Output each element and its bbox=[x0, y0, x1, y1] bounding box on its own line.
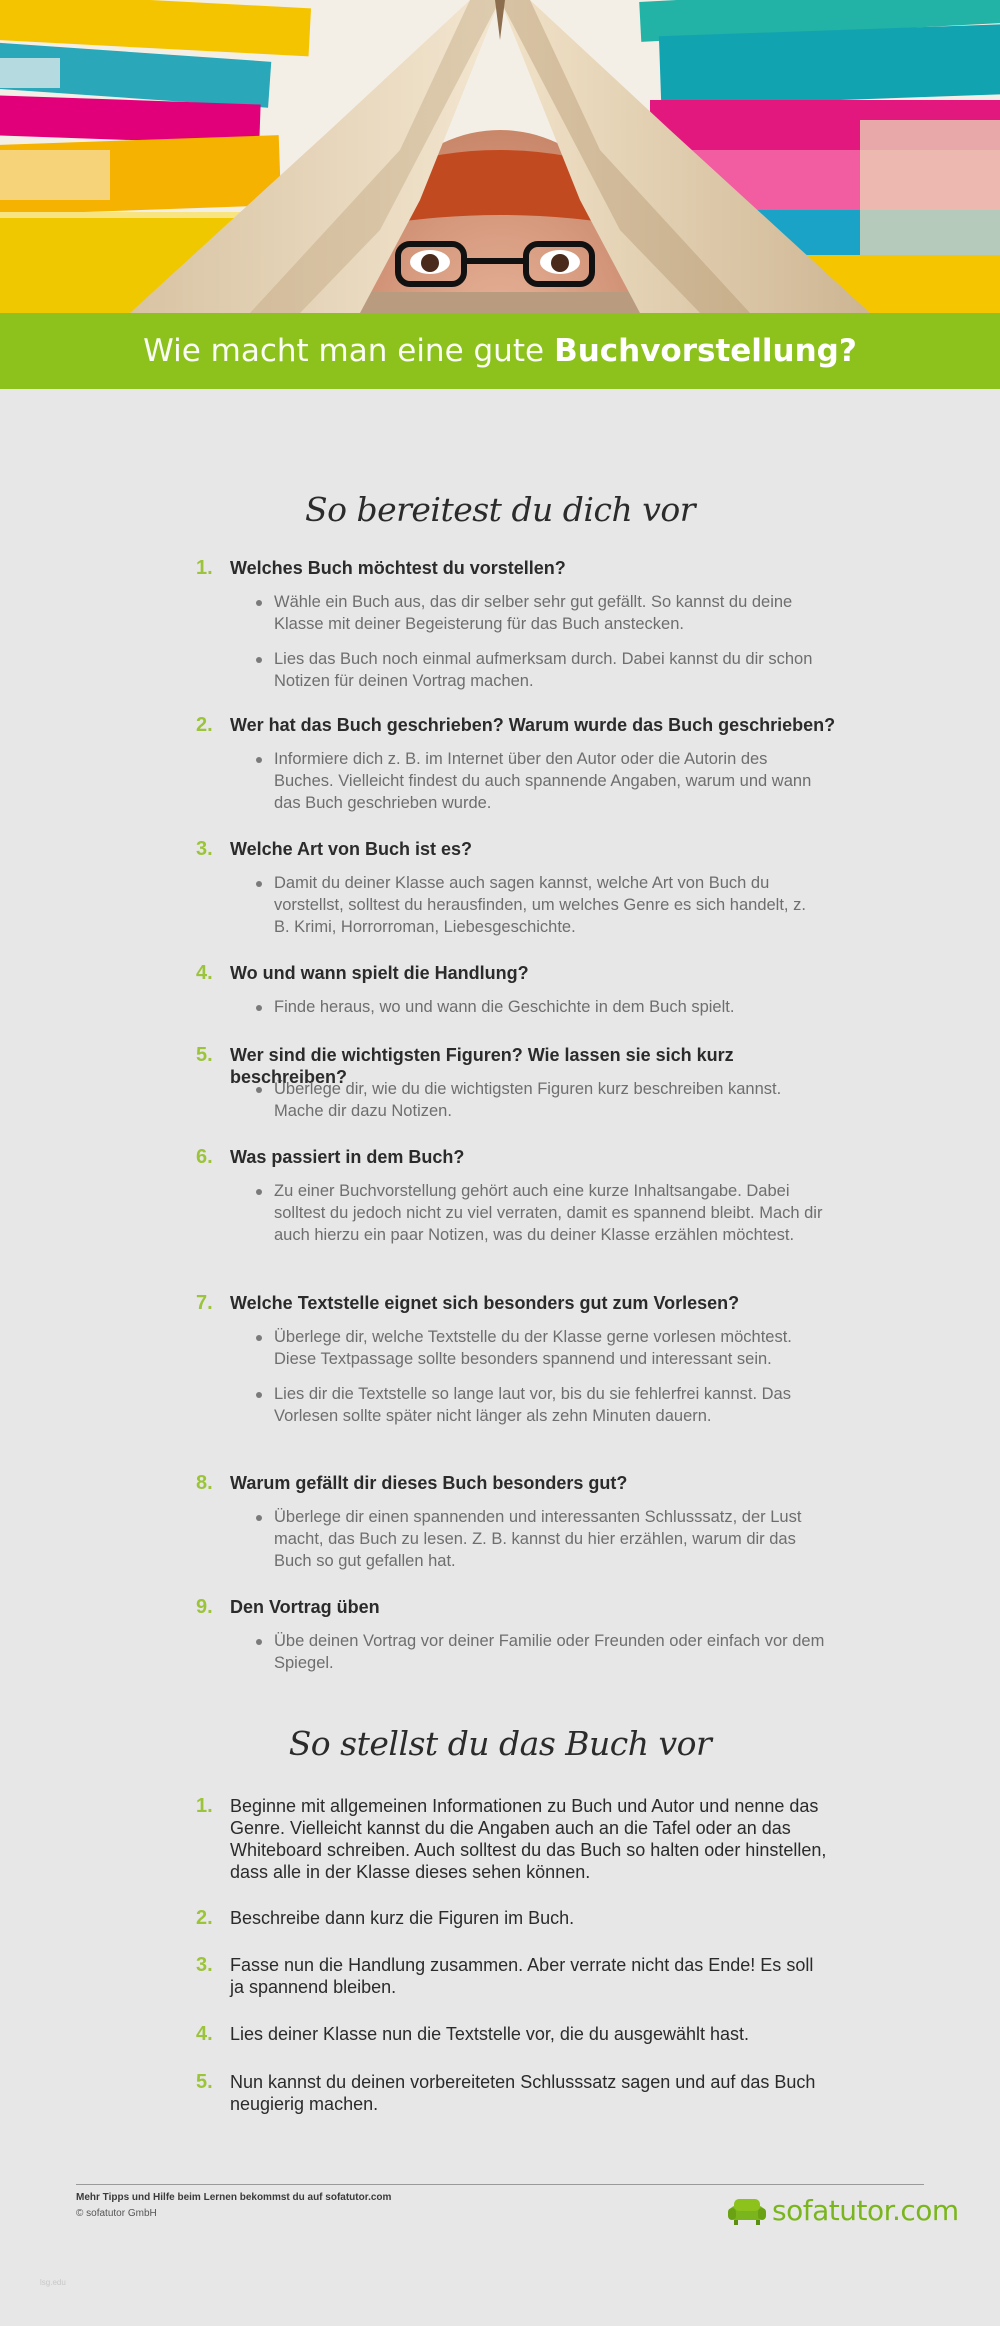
bullet-item: Informiere dich z. B. im Internet über den Autor oder die Autorin des Buches. Vielleicht findest du auch spannende Angaben, warum und wann das Buch geschrieben wurde. bbox=[256, 748, 826, 814]
bullet-item: Lies dir die Textstelle so lange laut vor, bis du sie fehlerfrei kannst. Das Vorlesen sollte später nicht länger als zehn Minuten dauern. bbox=[256, 1383, 826, 1427]
step-text: Fasse nun die Handlung zusammen. Aber verrate nicht das Ende! Es soll ja spannend bleiben. bbox=[230, 1955, 814, 1997]
step-title: Welches Buch möchtest du vorstellen? bbox=[230, 558, 566, 578]
step-number: 3. bbox=[196, 1954, 213, 1976]
step-text: Nun kannst du deinen vorbereiteten Schlusssatz sagen und auf das Buch neugierig machen. bbox=[230, 2072, 816, 2114]
bullet-item: Überlege dir, wie du die wichtigsten Figuren kurz beschreiben kannst. Mache dir dazu Notizen. bbox=[256, 1078, 826, 1122]
bullet-item: Finde heraus, wo und wann die Geschichte in dem Buch spielt. bbox=[256, 996, 826, 1018]
step-number: 3. bbox=[196, 838, 213, 860]
step-number: 7. bbox=[196, 1292, 213, 1314]
step-title: Den Vortrag üben bbox=[230, 1597, 380, 1617]
step-text: Beschreibe dann kurz die Figuren im Buch. bbox=[230, 1908, 575, 1928]
step-bullets bbox=[256, 1078, 826, 1135]
step-number: 8. bbox=[196, 1472, 213, 1494]
bullet-item: Überlege dir einen spannenden und interessanten Schlusssatz, der Lust macht, das Buch zu lesen. Z. B. kannst du hier erzählen, warum dir das Buch so gut gefallen hat. bbox=[256, 1506, 826, 1572]
step-bullets bbox=[256, 748, 826, 827]
step-title: Wo und wann spielt die Handlung? bbox=[230, 963, 529, 983]
step-number: 1. bbox=[196, 557, 213, 579]
title-banner bbox=[0, 313, 1000, 389]
bullet-item: Überlege dir, welche Textstelle du der Klasse gerne vorlesen möchtest. Diese Textpassage sollte besonders spannend und interessant sein. bbox=[256, 1326, 826, 1370]
step-number: 5. bbox=[196, 1044, 213, 1066]
step-bullets bbox=[256, 1630, 826, 1687]
step-number: 2. bbox=[196, 714, 213, 736]
step-title: Welche Art von Buch ist es? bbox=[230, 839, 473, 859]
section-heading-preparation: So bereitest du dich vor bbox=[304, 490, 695, 529]
section-heading-presentation: So stellst du das Buch vor bbox=[288, 1724, 712, 1763]
bullet-item: Damit du deiner Klasse auch sagen kannst, welche Art von Buch du vorstellst, solltest du herausfinden, um welches Genre es sich handelt, z. B. Krimi, Horrorroman, Liebesgeschichte. bbox=[256, 872, 826, 938]
step-number: 2. bbox=[196, 1907, 213, 1929]
step-title: Welche Textstelle eignet sich besonders gut zum Vorlesen? bbox=[230, 1293, 740, 1313]
sofa-icon bbox=[728, 2196, 766, 2226]
step-bullets bbox=[256, 996, 826, 1031]
step-number: 4. bbox=[196, 2023, 213, 2045]
step-title: Wer hat das Buch geschrieben? Warum wurde das Buch geschrieben? bbox=[230, 715, 836, 735]
step-bullets bbox=[256, 872, 826, 951]
bullet-item: Übe deinen Vortrag vor deiner Familie oder Freunden oder einfach vor dem Spiegel. bbox=[256, 1630, 826, 1674]
step-title: Wer sind die wichtigsten Figuren? Wie lassen sie sich kurz beschreiben? bbox=[230, 1045, 734, 1087]
books-illustration bbox=[0, 0, 1000, 313]
step-number: 1. bbox=[196, 1795, 213, 1817]
step-number: 4. bbox=[196, 962, 213, 984]
footer-copyright: © sofatutor GmbH bbox=[76, 2208, 157, 2219]
sofatutor-logo bbox=[728, 2194, 959, 2227]
title-light: Wie macht man eine gute bbox=[143, 333, 545, 369]
step-text: Lies deiner Klasse nun die Textstelle vor, die du ausgewählt hast. bbox=[230, 2024, 749, 2044]
title-bold: Buchvorstellung? bbox=[554, 333, 857, 369]
logo-text: sofatutor.com bbox=[772, 2194, 959, 2227]
step-number: 5. bbox=[196, 2071, 213, 2093]
step-number: 9. bbox=[196, 1596, 213, 1618]
bullet-item: Zu einer Buchvorstellung gehört auch eine kurze Inhaltsangabe. Dabei solltest du jedoch nicht zu viel verraten, damit es spannend bleibt. Mach dir auch hierzu ein paar Notizen, was du deiner Klasse erzählen möchtest. bbox=[256, 1180, 826, 1246]
step-bullets bbox=[256, 1326, 826, 1440]
step-text: Beginne mit allgemeinen Informationen zu Buch und Autor und nenne das Genre. Vielleicht kannst du die Angaben auch an die Tafel oder an das Whiteboard schreiben. Auch solltest du das Buch so halten oder hinstellen, dass alle in der Klasse dieses sehen können. bbox=[230, 1796, 827, 1882]
step-bullets bbox=[256, 1506, 826, 1585]
step-number: 6. bbox=[196, 1146, 213, 1168]
footer-divider bbox=[76, 2184, 924, 2185]
corner-watermark: lsg.edu bbox=[40, 2278, 66, 2287]
footer-tip: Mehr Tipps und Hilfe beim Lernen bekommst du auf sofatutor.com bbox=[76, 2192, 392, 2203]
step-title: Was passiert in dem Buch? bbox=[230, 1147, 465, 1167]
bullet-item: Lies das Buch noch einmal aufmerksam durch. Dabei kannst du dir schon Notizen für deinen Vortrag machen. bbox=[256, 648, 826, 692]
hero-image bbox=[0, 0, 1000, 313]
step-bullets bbox=[256, 1180, 826, 1259]
bullet-item: Wähle ein Buch aus, das dir selber sehr gut gefällt. So kannst du deine Klasse mit deiner Begeisterung für das Buch anstecken. bbox=[256, 591, 826, 635]
step-bullets bbox=[256, 591, 826, 705]
step-title: Warum gefällt dir dieses Buch besonders gut? bbox=[230, 1473, 628, 1493]
